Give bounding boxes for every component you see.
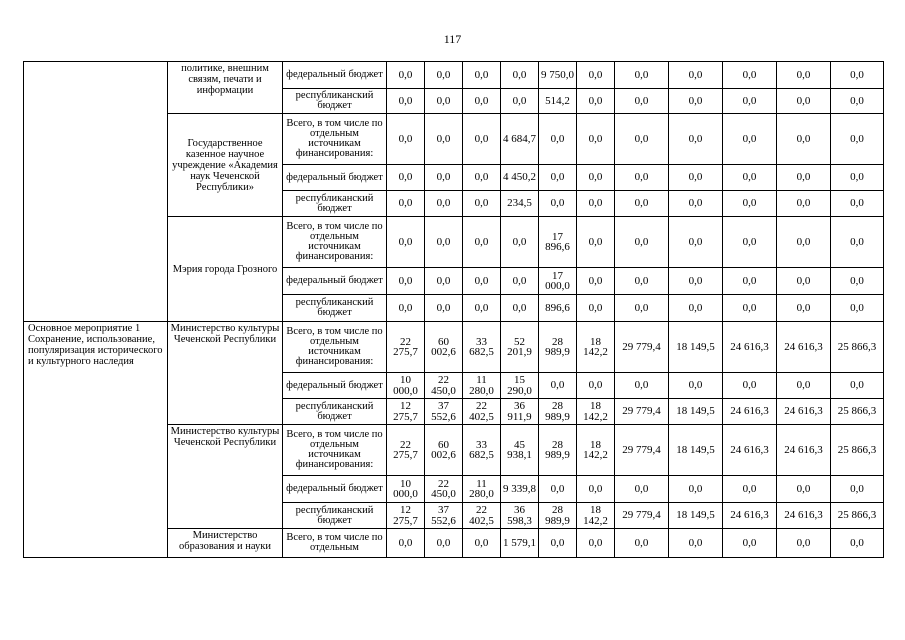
value-cell: 0,0 — [387, 191, 425, 217]
event-cell: Основное мероприятие 1 Сохранение, использование, популяризация исторического и культурного наследия — [24, 322, 168, 558]
value-cell: 0,0 — [387, 89, 425, 114]
value-cell: 0,0 — [615, 295, 669, 322]
value-cell: 52 201,9 — [501, 322, 539, 373]
value-cell: 33 682,5 — [463, 425, 501, 476]
value-cell: 0,0 — [723, 268, 777, 295]
value-cell: 0,0 — [723, 165, 777, 191]
value-cell: 18 149,5 — [669, 399, 723, 425]
value-cell: 0,0 — [615, 476, 669, 503]
table-row — [24, 62, 884, 89]
value-cell: 0,0 — [425, 217, 463, 268]
budget-table — [23, 61, 884, 558]
value-cell: 15 290,0 — [501, 373, 539, 399]
value-cell: 25 866,3 — [831, 322, 884, 373]
value-cell: 18 149,5 — [669, 425, 723, 476]
value-cell: 0,0 — [463, 191, 501, 217]
value-cell: 60 002,6 — [425, 322, 463, 373]
value-cell: 0,0 — [831, 191, 884, 217]
value-cell: 0,0 — [577, 217, 615, 268]
value-cell: 24 616,3 — [723, 399, 777, 425]
value-cell: 0,0 — [463, 89, 501, 114]
funding-source: республиканский бюджет — [283, 503, 387, 529]
value-cell: 11 280,0 — [463, 476, 501, 503]
value-cell: 0,0 — [777, 268, 831, 295]
value-cell: 10 000,0 — [387, 476, 425, 503]
funding-source: федеральный бюджет — [283, 476, 387, 503]
value-cell: 0,0 — [577, 191, 615, 217]
value-cell: 0,0 — [615, 89, 669, 114]
value-cell: 24 616,3 — [777, 322, 831, 373]
value-cell: 0,0 — [777, 62, 831, 89]
value-cell: 0,0 — [577, 62, 615, 89]
value-cell: 9 339,8 — [501, 476, 539, 503]
value-cell: 0,0 — [539, 373, 577, 399]
value-cell: 0,0 — [777, 89, 831, 114]
value-cell: 0,0 — [777, 114, 831, 165]
value-cell: 0,0 — [577, 114, 615, 165]
value-cell: 896,6 — [539, 295, 577, 322]
value-cell: 0,0 — [425, 165, 463, 191]
value-cell: 0,0 — [615, 165, 669, 191]
value-cell: 17 896,6 — [539, 217, 577, 268]
value-cell: 25 866,3 — [831, 503, 884, 529]
value-cell: 0,0 — [615, 114, 669, 165]
value-cell: 0,0 — [831, 89, 884, 114]
value-cell: 18 149,5 — [669, 503, 723, 529]
value-cell: 24 616,3 — [777, 425, 831, 476]
value-cell: 33 682,5 — [463, 322, 501, 373]
value-cell: 0,0 — [501, 268, 539, 295]
value-cell: 29 779,4 — [615, 425, 669, 476]
funding-source: республиканский бюджет — [283, 89, 387, 114]
funding-source: Всего, в том числе по отдельным источникам финансирования: — [283, 114, 387, 165]
value-cell: 0,0 — [669, 62, 723, 89]
funding-source: федеральный бюджет — [283, 165, 387, 191]
value-cell: 0,0 — [615, 529, 669, 558]
value-cell: 0,0 — [539, 191, 577, 217]
value-cell: 10 000,0 — [387, 373, 425, 399]
value-cell: 0,0 — [463, 268, 501, 295]
table-row — [24, 322, 884, 373]
value-cell: 0,0 — [831, 295, 884, 322]
value-cell: 0,0 — [831, 165, 884, 191]
value-cell: 0,0 — [425, 295, 463, 322]
value-cell: 0,0 — [577, 165, 615, 191]
value-cell: 18 142,2 — [577, 322, 615, 373]
value-cell: 0,0 — [539, 114, 577, 165]
value-cell: 17 000,0 — [539, 268, 577, 295]
value-cell: 0,0 — [669, 268, 723, 295]
value-cell: 18 142,2 — [577, 399, 615, 425]
value-cell: 0,0 — [501, 295, 539, 322]
value-cell: 0,0 — [425, 89, 463, 114]
value-cell: 234,5 — [501, 191, 539, 217]
value-cell: 0,0 — [723, 217, 777, 268]
value-cell: 0,0 — [831, 268, 884, 295]
value-cell: 0,0 — [831, 476, 884, 503]
value-cell: 0,0 — [615, 268, 669, 295]
value-cell: 28 989,9 — [539, 425, 577, 476]
funding-source: Всего, в том числе по отдельным источникам финансирования: — [283, 322, 387, 373]
value-cell: 0,0 — [669, 295, 723, 322]
value-cell: 22 450,0 — [425, 476, 463, 503]
value-cell: 37 552,6 — [425, 399, 463, 425]
value-cell: 0,0 — [615, 62, 669, 89]
value-cell: 28 989,9 — [539, 322, 577, 373]
value-cell: 0,0 — [669, 217, 723, 268]
value-cell: 29 779,4 — [615, 399, 669, 425]
value-cell: 0,0 — [723, 114, 777, 165]
value-cell: 514,2 — [539, 89, 577, 114]
value-cell: 12 275,7 — [387, 399, 425, 425]
value-cell: 0,0 — [577, 295, 615, 322]
value-cell: 0,0 — [777, 295, 831, 322]
value-cell: 25 866,3 — [831, 425, 884, 476]
value-cell: 0,0 — [669, 114, 723, 165]
executor-academy: Государственное казенное научное учреждение «Академия наук Чеченской Республики» — [168, 114, 283, 217]
value-cell: 0,0 — [577, 268, 615, 295]
value-cell: 0,0 — [463, 62, 501, 89]
value-cell: 9 750,0 — [539, 62, 577, 89]
value-cell: 0,0 — [463, 295, 501, 322]
value-cell: 0,0 — [387, 62, 425, 89]
value-cell: 0,0 — [539, 165, 577, 191]
value-cell: 0,0 — [669, 165, 723, 191]
funding-source: федеральный бюджет — [283, 62, 387, 89]
value-cell: 0,0 — [425, 268, 463, 295]
value-cell: 0,0 — [501, 62, 539, 89]
value-cell: 0,0 — [425, 114, 463, 165]
value-cell: 45 938,1 — [501, 425, 539, 476]
value-cell: 18 149,5 — [669, 322, 723, 373]
value-cell: 11 280,0 — [463, 373, 501, 399]
value-cell: 0,0 — [387, 165, 425, 191]
value-cell: 29 779,4 — [615, 322, 669, 373]
value-cell: 0,0 — [831, 62, 884, 89]
value-cell: 0,0 — [463, 217, 501, 268]
executor-culture-ministry: Министерство культуры Чеченской Республики — [168, 322, 283, 425]
value-cell: 22 402,5 — [463, 503, 501, 529]
value-cell: 4 684,7 — [501, 114, 539, 165]
page-number: 117 — [443, 32, 462, 46]
value-cell: 18 142,2 — [577, 503, 615, 529]
executor-education-ministry: Министерство образования и науки — [168, 529, 283, 558]
value-cell: 0,0 — [669, 373, 723, 399]
value-cell: 0,0 — [669, 89, 723, 114]
value-cell: 0,0 — [831, 217, 884, 268]
value-cell: 0,0 — [669, 529, 723, 558]
funding-source: республиканский бюджет — [283, 295, 387, 322]
value-cell: 22 275,7 — [387, 322, 425, 373]
value-cell: 36 598,3 — [501, 503, 539, 529]
funding-source: республиканский бюджет — [283, 191, 387, 217]
value-cell: 0,0 — [669, 476, 723, 503]
value-cell: 36 911,9 — [501, 399, 539, 425]
value-cell: 0,0 — [425, 529, 463, 558]
value-cell: 0,0 — [501, 89, 539, 114]
value-cell: 0,0 — [831, 114, 884, 165]
value-cell: 0,0 — [723, 373, 777, 399]
value-cell: 0,0 — [577, 373, 615, 399]
value-cell: 0,0 — [387, 217, 425, 268]
value-cell: 1 579,1 — [501, 529, 539, 558]
value-cell: 0,0 — [577, 89, 615, 114]
value-cell: 12 275,7 — [387, 503, 425, 529]
value-cell: 0,0 — [669, 191, 723, 217]
value-cell: 22 275,7 — [387, 425, 425, 476]
value-cell: 0,0 — [831, 373, 884, 399]
funding-source: Всего, в том числе по отдельным источникам финансирования: — [283, 217, 387, 268]
value-cell: 0,0 — [723, 476, 777, 503]
value-cell: 0,0 — [777, 373, 831, 399]
value-cell: 0,0 — [463, 165, 501, 191]
value-cell: 0,0 — [387, 529, 425, 558]
funding-source: республиканский бюджет — [283, 399, 387, 425]
value-cell: 24 616,3 — [723, 503, 777, 529]
value-cell: 24 616,3 — [777, 503, 831, 529]
value-cell: 0,0 — [777, 165, 831, 191]
value-cell: 0,0 — [777, 217, 831, 268]
value-cell: 0,0 — [723, 89, 777, 114]
value-cell: 0,0 — [723, 62, 777, 89]
funding-source: Всего, в том числе по отдельным источникам финансирования: — [283, 425, 387, 476]
funding-source: Всего, в том числе по отдельным — [283, 529, 387, 558]
value-cell: 0,0 — [387, 268, 425, 295]
funding-source: федеральный бюджет — [283, 373, 387, 399]
value-cell: 0,0 — [425, 62, 463, 89]
value-cell: 0,0 — [615, 191, 669, 217]
value-cell: 0,0 — [723, 191, 777, 217]
value-cell: 60 002,6 — [425, 425, 463, 476]
funding-source: федеральный бюджет — [283, 268, 387, 295]
executor-info-ministry: политике, внешним связям, печати и информации — [168, 62, 283, 114]
value-cell: 0,0 — [539, 476, 577, 503]
value-cell: 0,0 — [387, 114, 425, 165]
value-cell: 0,0 — [463, 529, 501, 558]
value-cell: 0,0 — [777, 476, 831, 503]
value-cell: 0,0 — [577, 529, 615, 558]
value-cell: 0,0 — [501, 217, 539, 268]
value-cell: 4 450,2 — [501, 165, 539, 191]
value-cell: 0,0 — [615, 373, 669, 399]
value-cell: 18 142,2 — [577, 425, 615, 476]
value-cell: 24 616,3 — [777, 399, 831, 425]
event-cell — [24, 62, 168, 322]
value-cell: 0,0 — [777, 529, 831, 558]
value-cell: 22 402,5 — [463, 399, 501, 425]
value-cell: 0,0 — [387, 295, 425, 322]
value-cell: 24 616,3 — [723, 322, 777, 373]
value-cell: 0,0 — [777, 191, 831, 217]
value-cell: 25 866,3 — [831, 399, 884, 425]
value-cell: 0,0 — [723, 295, 777, 322]
value-cell: 0,0 — [539, 529, 577, 558]
executor-mayor-grozny: Мэрия города Грозного — [168, 217, 283, 322]
value-cell: 29 779,4 — [615, 503, 669, 529]
value-cell: 28 989,9 — [539, 503, 577, 529]
executor-culture-ministry: Министерство культуры Чеченской Республики — [168, 425, 283, 529]
value-cell: 0,0 — [723, 529, 777, 558]
value-cell: 28 989,9 — [539, 399, 577, 425]
value-cell: 24 616,3 — [723, 425, 777, 476]
value-cell: 0,0 — [577, 476, 615, 503]
value-cell: 0,0 — [425, 191, 463, 217]
value-cell: 0,0 — [615, 217, 669, 268]
value-cell: 0,0 — [831, 529, 884, 558]
value-cell: 0,0 — [463, 114, 501, 165]
value-cell: 37 552,6 — [425, 503, 463, 529]
value-cell: 22 450,0 — [425, 373, 463, 399]
